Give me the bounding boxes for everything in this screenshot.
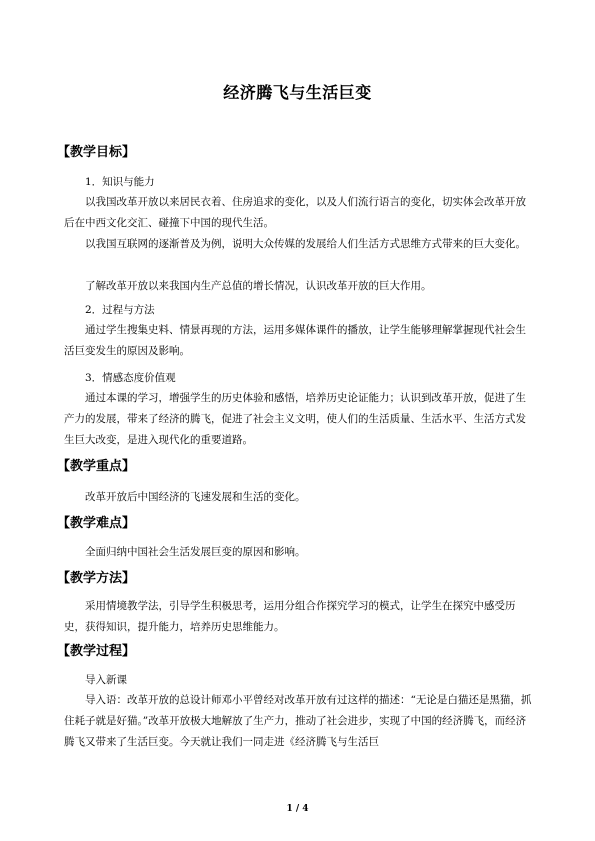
paragraph-difficulty: 全面归纳中国社会生活发展巨变的原因和影响。 xyxy=(85,546,306,558)
section-heading-process: 【教学过程】 xyxy=(57,644,136,659)
paragraph-method: 采用情境教学法，引导学生积极思考，运用分组合作探究学习的模式，让学生在探究中感受历史，获得知识，提升能力，培养历史思维能力。 xyxy=(64,600,516,633)
section-heading-difficulty: 【教学难点】 xyxy=(57,516,136,531)
subheading-attitude: 3．情感态度价值观 xyxy=(85,372,176,384)
document-title: 经济腾飞与生活巨变 xyxy=(223,83,372,102)
subheading-process-method: 2．过程与方法 xyxy=(85,304,155,316)
section-heading-key: 【教学重点】 xyxy=(57,459,136,474)
paragraph-goal-2: 以我国互联网的逐渐普及为例，说明大众传媒的发展给人们生活方式思维方式带来的巨大变化。 xyxy=(85,238,526,250)
paragraph-goal-1: 以我国改革开放以来居民衣着、住房追求的变化，以及人们流行语言的变化，切实体会改革开放后在中西文化交汇、碰撞下中国的现代生活。 xyxy=(64,196,526,229)
paragraph-goal-5: 通过本课的学习，增强学生的历史体验和感悟，培养历史论证能力；认识到改革开放，促进了生产力的发展，带来了经济的腾飞，促进了社会主义文明，使人们的生活质量、生活水平、生活方式发生巨大改变，是进入现代化的重要道路。 xyxy=(64,392,526,446)
subheading-intro: 导入新课 xyxy=(85,674,127,686)
section-heading-method: 【教学方法】 xyxy=(57,571,136,586)
paragraph-key: 改革开放后中国经济的飞速发展和生活的变化。 xyxy=(85,491,306,503)
paragraph-goal-3: 了解改革开放以来我国内生产总值的增长情况，认识改革开放的巨大作用。 xyxy=(85,280,432,292)
page-number: 1 / 4 xyxy=(286,804,309,814)
paragraph-goal-4: 通过学生搜集史料、情景再现的方法，运用多媒体课件的播放，让学生能够理解掌握现代社会生活巨变发生的原因及影响。 xyxy=(64,324,526,357)
section-heading-goals: 【教学目标】 xyxy=(57,145,136,160)
paragraph-intro: 导入语：改革开放的总设计师邓小平曾经对改革开放有过这样的描述：“无论是白猫还是黑猫，抓住耗子就是好猫。”改革开放极大地解放了生产力，推动了社会进步，实现了中国的经济腾飞，而经济腾飞又带来了生活巨变。今天就让我们一同走进《经济腾飞与生活巨 xyxy=(64,694,532,748)
subheading-knowledge: 1．知识与能力 xyxy=(85,176,155,188)
